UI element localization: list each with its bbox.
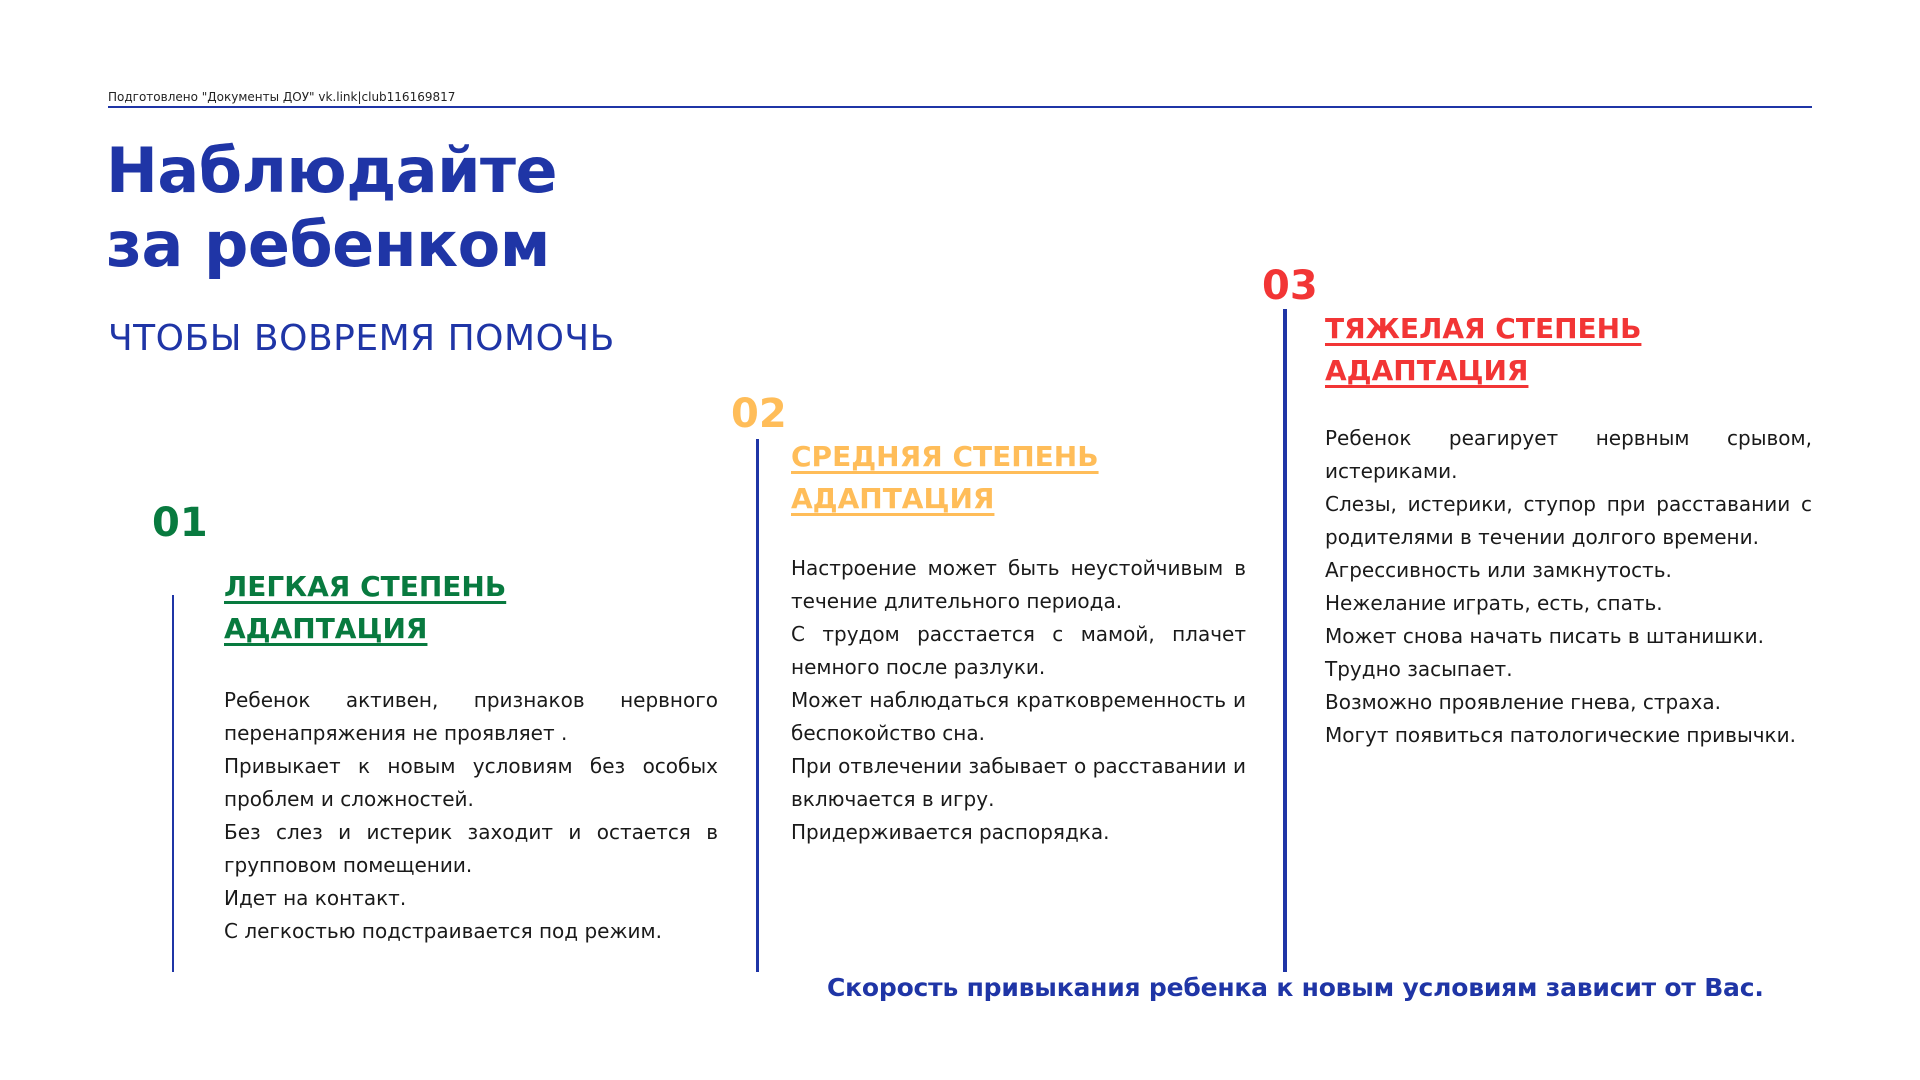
level-heading-03-line-2: АДАПТАЦИЯ bbox=[1325, 354, 1529, 387]
header-divider bbox=[108, 106, 1812, 108]
level-divider-03 bbox=[1283, 309, 1287, 972]
level-01-paragraph: Привыкает к новым условиям без особых проблем и сложностей. bbox=[224, 754, 718, 811]
level-02-paragraph: Может наблюдаться кратковременность и беспокойство сна. bbox=[791, 688, 1246, 745]
level-heading-01-line-1: ЛЕГКАЯ СТЕПЕНЬ bbox=[224, 570, 507, 603]
level-heading-03-line-1: ТЯЖЕЛАЯ СТЕПЕНЬ bbox=[1325, 312, 1642, 345]
level-description-03 bbox=[1325, 422, 1812, 752]
level-02-paragraph: С трудом расстается с мамой, плачет немного после разлуки. bbox=[791, 622, 1246, 679]
level-description-02 bbox=[791, 552, 1246, 849]
level-heading-01-line-2: АДАПТАЦИЯ bbox=[224, 612, 428, 645]
level-heading-02-line-2: АДАПТАЦИЯ bbox=[791, 482, 995, 515]
level-number-03: 03 bbox=[1262, 263, 1318, 309]
level-divider-02 bbox=[756, 439, 759, 972]
level-02-paragraph: Придерживается распорядка. bbox=[791, 820, 1110, 844]
level-description-01 bbox=[224, 684, 718, 948]
level-03-paragraph: Могут появиться патологические привычки. bbox=[1325, 723, 1796, 747]
level-heading-02-line-1: СРЕДНЯЯ СТЕПЕНЬ bbox=[791, 440, 1099, 473]
level-02-paragraph: Настроение может быть неустойчивым в течение длительного периода. bbox=[791, 556, 1246, 613]
page-subtitle: ЧТОБЫ ВОВРЕМЯ ПОМОЧЬ bbox=[108, 318, 615, 359]
level-03-paragraph: Агрессивность или замкнутость. bbox=[1325, 558, 1672, 582]
level-number-02: 02 bbox=[731, 391, 787, 437]
level-01-paragraph: С легкостью подстраивается под режим. bbox=[224, 919, 662, 943]
level-03-paragraph: Может снова начать писать в штанишки. bbox=[1325, 624, 1765, 648]
level-01-paragraph: Без слез и истерик заходит и остается в групповом помещении. bbox=[224, 820, 718, 877]
level-03-paragraph: Слезы, истерики, ступор при расставании с родителями в течении долгого времени. bbox=[1325, 492, 1812, 549]
footer-note: Скорость привыкания ребенка к новым условиям зависит от Вас. bbox=[827, 973, 1764, 1002]
page-title-line-1: Наблюдайте bbox=[106, 134, 558, 207]
level-02-paragraph: При отвлечении забывает о расставании и включается в игру. bbox=[791, 754, 1246, 811]
page-title-line-2: за ребенком bbox=[106, 208, 550, 281]
level-01-paragraph: Идет на контакт. bbox=[224, 886, 407, 910]
level-03-paragraph: Ребенок реагирует нервным срывом, истериками. bbox=[1325, 426, 1812, 483]
level-number-01: 01 bbox=[152, 500, 208, 546]
level-heading-01 bbox=[224, 566, 506, 650]
level-heading-02 bbox=[791, 436, 1099, 520]
level-03-paragraph: Трудно засыпает. bbox=[1325, 657, 1513, 681]
level-divider-01 bbox=[172, 595, 174, 972]
page-title bbox=[106, 134, 557, 282]
level-03-paragraph: Нежелание играть, есть, спать. bbox=[1325, 591, 1663, 615]
level-01-paragraph: Ребенок активен, признаков нервного перенапряжения не проявляет . bbox=[224, 688, 718, 745]
level-03-paragraph: Возможно проявление гнева, страха. bbox=[1325, 690, 1721, 714]
credit-text: Подготовлено "Документы ДОУ" vk.link|club116169817 bbox=[108, 90, 456, 104]
level-heading-03 bbox=[1325, 308, 1641, 392]
